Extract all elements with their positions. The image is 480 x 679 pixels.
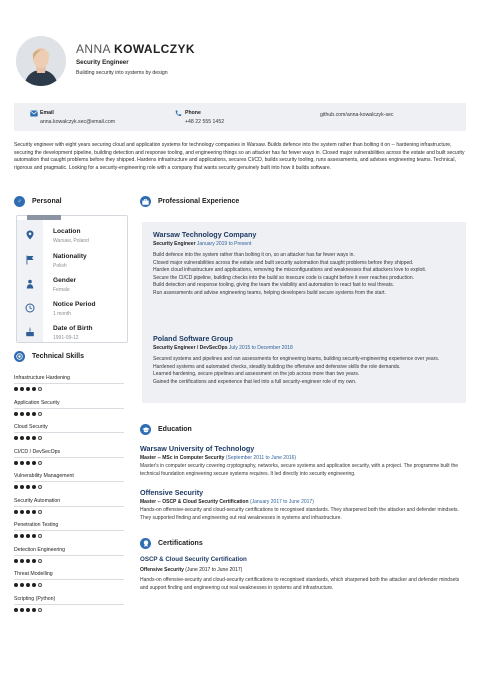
skill-name: Application Security bbox=[14, 399, 60, 406]
phone-block bbox=[185, 110, 224, 125]
personal-date-of-birth: Date of Birth 1991-09-12 bbox=[17, 321, 129, 345]
education-entry bbox=[140, 444, 464, 478]
rating-dot-filled bbox=[14, 559, 18, 563]
education-entry bbox=[140, 488, 464, 522]
person-icon bbox=[25, 279, 35, 289]
rating-dot-filled bbox=[14, 534, 18, 538]
rating-dot-filled bbox=[14, 461, 18, 465]
skill-divider bbox=[14, 481, 124, 482]
rating-dot-filled bbox=[26, 461, 30, 465]
personal-nationality: Nationality Polish bbox=[17, 249, 129, 273]
phone-icon bbox=[174, 110, 182, 117]
cake-icon bbox=[25, 327, 35, 337]
skill-divider bbox=[14, 506, 124, 507]
certificate-icon bbox=[140, 538, 151, 549]
rating-dot-empty bbox=[38, 412, 42, 416]
profile-photo-icon bbox=[16, 36, 66, 86]
skill-item bbox=[14, 547, 124, 563]
job-meta: Security Engineer / DevSecOps July 2015 to December 2018 bbox=[153, 345, 293, 351]
rating-dot-filled bbox=[26, 583, 30, 587]
rating-dot-empty bbox=[38, 583, 42, 587]
skill-rating bbox=[14, 559, 124, 563]
tagline: Building security into systems by design bbox=[76, 70, 168, 76]
job-bullets: Secured systems and pipelines and ran assessments for engineering teams, building security-engineering experience over years. Hardened systems and automated checks, steadily building the offensive and defensive skills the role demands. Learned hardening, secure pipelines and assessment on the job across more than two years. Gained the certifications and experience that led into a full security-engineer role of my own. bbox=[153, 356, 440, 385]
skill-name: Threat Modelling bbox=[14, 571, 53, 577]
skill-divider bbox=[14, 579, 124, 580]
skill-rating bbox=[14, 583, 124, 587]
flag-icon bbox=[25, 255, 35, 265]
rating-dot-filled bbox=[32, 559, 36, 563]
rating-dot-filled bbox=[26, 412, 30, 416]
education-description: Master's in computer security covering cryptography, networks, secure systems and application security, with a project. The programme built the technical foundation engineering secure systems requires. It led directly into security engineering. bbox=[140, 463, 459, 477]
github-link[interactable]: github.com/anna-kowalczyk-sec bbox=[320, 112, 394, 118]
skill-rating bbox=[14, 387, 124, 391]
skill-item bbox=[14, 498, 124, 514]
rating-dot-filled bbox=[14, 436, 18, 440]
rating-dot-filled bbox=[20, 608, 24, 612]
rating-dot-filled bbox=[14, 583, 18, 587]
first-name: ANNA bbox=[76, 42, 111, 56]
experience-title: Professional Experience bbox=[158, 198, 240, 205]
skill-name: Infrastructure Hardening bbox=[14, 375, 70, 381]
education-title: Education bbox=[158, 426, 192, 433]
rating-dot-empty bbox=[38, 485, 42, 489]
rating-dot-filled bbox=[20, 534, 24, 538]
rating-dot-filled bbox=[20, 510, 24, 514]
skill-divider bbox=[14, 555, 124, 556]
email-block bbox=[40, 110, 115, 125]
skill-rating bbox=[14, 436, 124, 440]
skill-divider bbox=[14, 383, 124, 384]
rating-dot-filled bbox=[26, 510, 30, 514]
job-meta: Security Engineer January 2019 to Present bbox=[153, 241, 252, 247]
skill-divider bbox=[14, 604, 124, 605]
skills-heading bbox=[14, 351, 84, 362]
last-name: KOWALCZYK bbox=[114, 42, 195, 56]
rating-dot-filled bbox=[26, 608, 30, 612]
job-bullets: Build defence into the system rather than bolting it on, so an attacker has far fewer ways in. Closed major vulnerabilities across the estate and built security automation that caught problems before they shipped. Harden cloud infrastructure and applications, removing the misconfigurations and weaknesses that attackers love to exploit. Secure the CI/CD pipeline, building checks into the build so insecure code is caught before it ever reaches production. Build detection and response tooling, giving the team the visibility and automation to react fast to real threats. Run assessments and advise engineering teams, helping developers build secure systems from the start. bbox=[153, 252, 427, 296]
skill-item bbox=[14, 571, 124, 587]
rating-dot-filled bbox=[32, 387, 36, 391]
rating-dot-filled bbox=[32, 583, 36, 587]
rating-dot-filled bbox=[14, 485, 18, 489]
certification-meta: Offensive Security (June 2017 to June 2017) bbox=[140, 567, 243, 573]
rating-dot-filled bbox=[20, 436, 24, 440]
profile-summary: Security engineer with eight years securing cloud and application systems for technology companies in Warsaw. Builds defence into the system rather than bolting it on -- hardening infrastructure, securing the development pipeline, building detection and response tooling, and engineering things so an attacker has far fewer ways in. Closed major vulnerabilities across the estate and built security automation that caught problems before they shipped. Hardens infrastructure and applications, secures CI/CD, builds security tooling, runs assessments, and advises engineering teams. Technical, rigorous and pragmatic. Looking for a security-engineering role with a company that wants security genuinely built into how it builds software. bbox=[14, 142, 465, 171]
degree-meta: Master -- MSc in Computer Security (September 2011 to June 2016) bbox=[140, 455, 297, 461]
personal-gender: Gender Female bbox=[17, 273, 129, 297]
skill-divider bbox=[14, 408, 124, 409]
rating-dot-filled bbox=[32, 461, 36, 465]
rating-dot-filled bbox=[26, 534, 30, 538]
degree-meta: Master -- OSCP & Cloud Security Certification (January 2017 to June 2017) bbox=[140, 499, 314, 505]
certifications-title: Certifications bbox=[158, 540, 203, 547]
skill-item bbox=[14, 375, 124, 391]
rating-dot-filled bbox=[14, 608, 18, 612]
personal-title: Personal bbox=[32, 198, 62, 205]
rating-dot-filled bbox=[32, 608, 36, 612]
job-role: Security Engineer bbox=[76, 59, 129, 66]
phone-label: Phone bbox=[185, 110, 201, 116]
rating-dot-filled bbox=[26, 436, 30, 440]
skill-name: Vulnerability Management bbox=[14, 473, 74, 479]
rating-dot-filled bbox=[32, 412, 36, 416]
phone-value[interactable]: +48 22 555 1452 bbox=[185, 119, 225, 125]
avatar bbox=[16, 36, 66, 86]
experience-panel bbox=[142, 222, 466, 403]
experience-heading bbox=[140, 196, 239, 207]
education-heading bbox=[140, 424, 192, 435]
skill-rating bbox=[14, 461, 124, 465]
skill-item bbox=[14, 424, 124, 440]
rating-dot-filled bbox=[20, 412, 24, 416]
certifications-heading bbox=[140, 538, 203, 549]
skill-name: Detection Engineering bbox=[14, 546, 66, 553]
skill-divider bbox=[14, 457, 124, 458]
rating-dot-filled bbox=[32, 436, 36, 440]
rating-dot-filled bbox=[26, 485, 30, 489]
github-block bbox=[320, 112, 394, 118]
skill-name: Security Automation bbox=[14, 497, 61, 504]
skill-rating bbox=[14, 485, 124, 489]
target-icon bbox=[14, 351, 25, 362]
education-description: Hands-on offensive-security and cloud-security certifications to recognised standards. They sharpened both the attacker and defender mindsets. They supported finding and engineering out real weaknesses in systems and infrastructure. bbox=[140, 507, 459, 521]
skill-name: Cloud Security bbox=[14, 424, 48, 430]
certification-name: OSCP & Cloud Security Certification bbox=[140, 556, 247, 563]
job-entry bbox=[153, 230, 449, 297]
skill-name: Scripting (Python) bbox=[14, 595, 56, 602]
skill-name: CI/CD / DevSecOps bbox=[14, 448, 61, 455]
rating-dot-filled bbox=[20, 485, 24, 489]
school-name: Warsaw University of Technology bbox=[140, 444, 255, 453]
rating-dot-empty bbox=[38, 559, 42, 563]
certification-entry bbox=[140, 556, 464, 592]
rating-dot-filled bbox=[26, 559, 30, 563]
skill-item bbox=[14, 473, 124, 489]
contact-bar bbox=[14, 103, 466, 131]
gender-symbol-icon: ♂ bbox=[14, 196, 25, 207]
rating-dot-filled bbox=[14, 387, 18, 391]
full-name bbox=[76, 42, 195, 56]
school-name: Offensive Security bbox=[140, 488, 204, 497]
job-company: Poland Software Group bbox=[153, 334, 233, 343]
email-icon bbox=[30, 110, 38, 117]
clock-icon bbox=[25, 303, 35, 313]
briefcase-icon bbox=[140, 196, 151, 207]
rating-dot-empty bbox=[38, 510, 42, 514]
skill-item bbox=[14, 522, 124, 538]
certification-description: Hands-on offensive-security and cloud-security certifications to recognised standards, which sharpened both the attacker and defender mindsets and support finding and engineering out real weaknesses in systems and infrastructure. bbox=[140, 577, 460, 591]
rating-dot-filled bbox=[32, 534, 36, 538]
skill-item bbox=[14, 596, 124, 612]
personal-notice-period: Notice Period 1 month bbox=[17, 297, 129, 321]
rating-dot-empty bbox=[38, 387, 42, 391]
rating-dot-filled bbox=[20, 583, 24, 587]
job-entry bbox=[153, 334, 449, 386]
skill-divider bbox=[14, 530, 124, 531]
email-value[interactable]: anna.kowalczyk.sec@email.com bbox=[40, 119, 116, 125]
rating-dot-filled bbox=[32, 510, 36, 514]
personal-heading bbox=[14, 196, 62, 207]
graduation-cap-icon bbox=[140, 424, 151, 435]
email-label: Email bbox=[40, 110, 54, 116]
rating-dot-empty bbox=[38, 436, 42, 440]
personal-location: Location Warsaw, Poland bbox=[17, 224, 129, 248]
rating-dot-filled bbox=[14, 412, 18, 416]
skill-rating bbox=[14, 510, 124, 514]
rating-dot-empty bbox=[38, 461, 42, 465]
rating-dot-filled bbox=[20, 387, 24, 391]
rating-dot-filled bbox=[20, 461, 24, 465]
rating-dot-filled bbox=[20, 559, 24, 563]
job-company: Warsaw Technology Company bbox=[153, 230, 257, 239]
rating-dot-filled bbox=[32, 485, 36, 489]
skill-name: Penetration Testing bbox=[14, 522, 59, 528]
skill-rating bbox=[14, 534, 124, 538]
rating-dot-empty bbox=[38, 608, 42, 612]
skill-rating bbox=[14, 412, 124, 416]
rating-dot-empty bbox=[38, 534, 42, 538]
skill-item bbox=[14, 400, 124, 416]
rating-dot-filled bbox=[14, 510, 18, 514]
location-pin-icon bbox=[25, 230, 35, 240]
skill-rating bbox=[14, 608, 124, 612]
skills-title: Technical Skills bbox=[32, 353, 85, 360]
personal-card bbox=[16, 215, 128, 343]
rating-dot-filled bbox=[26, 387, 30, 391]
skill-divider bbox=[14, 432, 124, 433]
skill-item bbox=[14, 449, 124, 465]
